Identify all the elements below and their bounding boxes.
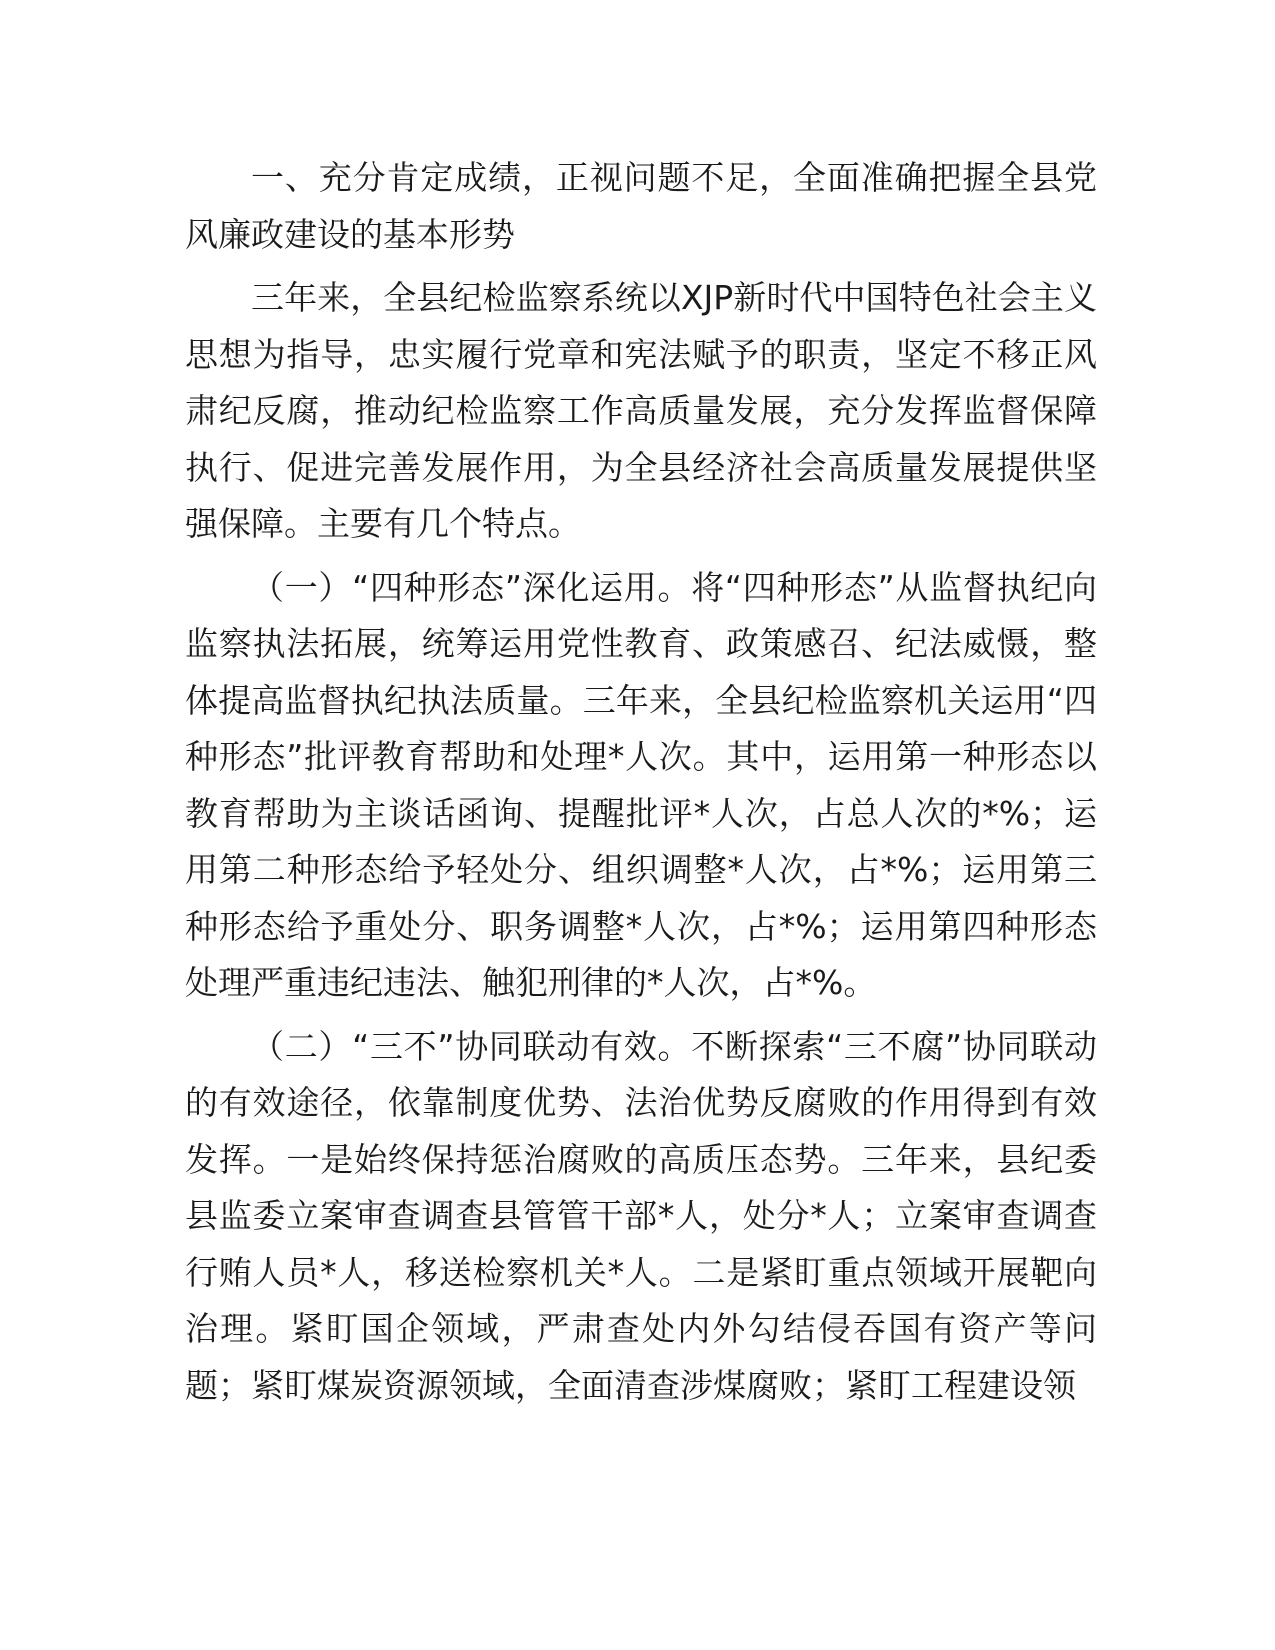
section-heading: 一、充分肯定成绩，正视问题不足，全面准确把握全县党风廉政建设的基本形势	[185, 158, 1097, 254]
paragraph-overview: 三年来，全县纪检监察系统以XJP新时代中国特色社会主义思想为指导，忠实履行党章和宪法赋予的职责，坚定不移正风肃纪反腐，推动纪检监察工作高质量发展，充分发挥监督保障执行、促进完善发展作用，为全县经济社会高质量发展提供坚强保障。主要有几个特点。	[185, 278, 1097, 543]
paragraph-three-nos: （二）“三不”协同联动有效。不断探索“三不腐”协同联动的有效途径，依靠制度优势、法治优势反腐败的作用得到有效发挥。一是始终保持惩治腐败的高质压态势。三年来，县纪委县监委立案审查调查县管管干部*人，处分*人；立案审查调查行贿人员*人，移送检察机关*人。二是紧盯重点领域开展靶向治理。紧盯国企领域，严肃查处内外勾结侵吞国有资产等问题；紧盯煤炭资源领域，全面清查涉煤腐败；紧盯工程建设领	[185, 1026, 1097, 1405]
document-body	[185, 150, 1097, 1421]
paragraph-four-forms: （一）“四种形态”深化运用。将“四种形态”从监督执纪向监察执法拓展，统筹运用党性教育、政策感召、纪法威慑，整体提高监督执纪执法质量。三年来，全县纪检监察机关运用“四种形态”批评教育帮助和处理*人次。其中，运用第一种形态以教育帮助为主谈话函询、提醒批评*人次，占总人次的*%；运用第二种形态给予轻处分、组织调整*人次，占*%；运用第三种形态给予重处分、职务调整*人次，占*%；运用第四种形态处理严重违纪违法、触犯刑律的*人次，占*%。	[185, 567, 1097, 1002]
